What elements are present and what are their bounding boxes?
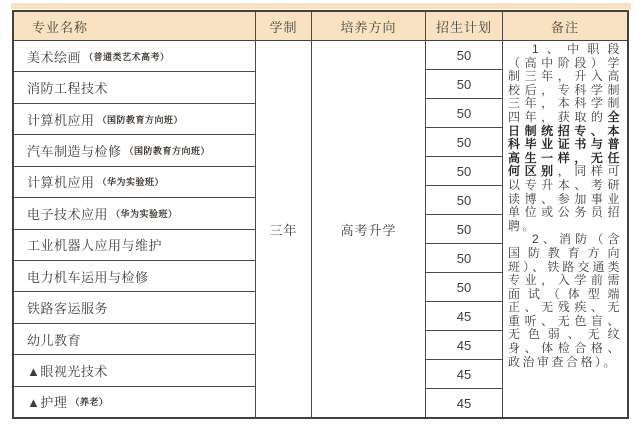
column-duration	[256, 12, 312, 417]
plan-value: 50	[426, 99, 502, 128]
table-row	[14, 324, 255, 355]
plan-value: 50	[426, 273, 502, 302]
enrollment-table	[12, 10, 629, 419]
column-major	[14, 12, 256, 417]
table-row	[14, 355, 255, 386]
major-name: 幼儿教育	[27, 332, 82, 348]
major-name: 美术绘画	[27, 49, 82, 65]
column-remark	[503, 12, 627, 417]
major-sub-label: （国防教育方向班）	[124, 145, 211, 156]
table-row	[14, 41, 255, 72]
major-name: 铁路客运服务	[27, 301, 109, 317]
major-name: 汽车制造与检修	[27, 143, 122, 159]
remark-p1-bold: 全日制统招专、本科毕业证书与普高生一样，无任何区别	[508, 109, 622, 179]
major-sub-label: （养老）	[70, 397, 109, 408]
table-row	[14, 387, 255, 417]
plan-value: 45	[426, 302, 502, 331]
remark-paragraph-1	[508, 43, 622, 233]
plan-value: 45	[426, 360, 502, 389]
plan-value: 50	[426, 41, 502, 70]
column-direction	[312, 12, 426, 417]
major-name: 电力机车运用与检修	[27, 269, 149, 285]
header-major: 专业名称	[14, 12, 255, 41]
remark-text	[503, 41, 627, 417]
table-row	[14, 261, 255, 292]
table-row	[14, 104, 255, 135]
remark-p1-normal: 1、中职段（高中阶段）学制三年，升入高校后，专科学制三年，本科学制四年，获取的	[508, 42, 622, 124]
plan-value: 50	[426, 70, 502, 99]
major-name: 计算机应用	[27, 112, 95, 128]
table-row	[14, 198, 255, 229]
header-duration: 学制	[256, 12, 311, 41]
duration-value: 三年	[269, 222, 298, 238]
column-plan	[426, 12, 503, 417]
header-direction: 培养方向	[312, 12, 425, 41]
plan-value: 50	[426, 215, 502, 244]
header-remark: 备注	[503, 12, 627, 41]
plan-value: 45	[426, 331, 502, 360]
major-sub-label: （国防教育方向班）	[97, 114, 184, 125]
header-plan: 招生计划	[426, 12, 502, 41]
top-accent-stripe	[11, 3, 631, 9]
table-row	[14, 292, 255, 323]
plan-value: 50	[426, 244, 502, 273]
major-name: 消防工程技术	[27, 81, 109, 97]
table-row	[14, 72, 255, 103]
major-sub-label: （华为实验班）	[111, 208, 178, 219]
major-name: ▲眼视光技术	[27, 363, 108, 379]
major-name: 电子技术应用	[27, 206, 109, 222]
plan-value: 50	[426, 128, 502, 157]
major-name: ▲护理	[27, 395, 68, 411]
table-row	[14, 135, 255, 166]
major-name: 工业机器人应用与维护	[27, 238, 163, 254]
remark-p1-tail: ，同样可以专升本、考研读博、参加事业单位或公务员招聘。	[508, 164, 622, 233]
major-name: 计算机应用	[27, 175, 95, 191]
direction-value: 高考升学	[340, 222, 397, 238]
major-sub-label: （华为实验班）	[97, 177, 165, 188]
table-row	[14, 167, 255, 198]
plan-value: 50	[426, 157, 502, 186]
plan-value: 45	[456, 395, 472, 411]
table-row	[14, 230, 255, 261]
remark-paragraph-2: 2、消防（含国防教育方向班）、铁路交通类专业，入学前需面试（体型端正、无残疾、无重听、无色盲、无色弱、无纹身、体检合格、政治审查合格）。	[508, 232, 622, 369]
major-sub-label: （普通类艺术高考）	[84, 51, 170, 62]
plan-value: 50	[426, 186, 502, 215]
